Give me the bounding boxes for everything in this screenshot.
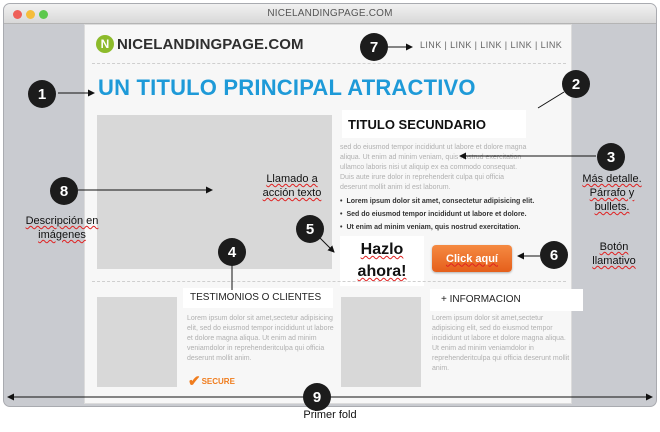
annotation-badge-9: 9 bbox=[303, 383, 331, 411]
checkmark-icon: ✔ bbox=[188, 373, 201, 390]
logo-icon: N bbox=[96, 35, 114, 53]
annotation-badge-7: 7 bbox=[360, 33, 388, 61]
testimonials-title: TESTIMONIOS O CLIENTES bbox=[190, 292, 322, 303]
secondary-title: TITULO SECUNDARIO bbox=[348, 117, 486, 132]
annotation-boton: Botón llamativo bbox=[592, 241, 636, 267]
window-title: NICELANDINGPAGE.COM bbox=[267, 8, 393, 19]
annotation-badge-4: 4 bbox=[218, 238, 246, 266]
annotation-badge-6: 6 bbox=[540, 241, 568, 269]
bullet-item: • Sed do eiusmod tempor incididunt ut labore et dolore. bbox=[340, 208, 572, 221]
annotation-badge-1: 1 bbox=[28, 80, 56, 108]
testimonial-image-placeholder bbox=[97, 297, 177, 387]
browser-titlebar bbox=[4, 4, 656, 24]
secure-badge bbox=[188, 372, 235, 390]
annotation-badge-8: 8 bbox=[50, 177, 78, 205]
bullet-item: • Lorem ipsum dolor sit amet, consectetur adipisicing elit. bbox=[340, 195, 572, 208]
annotation-primer-fold: Primer fold bbox=[303, 409, 357, 421]
nav-links[interactable]: LINK | LINK | LINK | LINK | LINK bbox=[420, 40, 563, 50]
more-info-title: + INFORMACION bbox=[441, 294, 521, 305]
feature-bullets bbox=[340, 195, 572, 234]
site-logo[interactable] bbox=[96, 35, 304, 53]
annotation-descripcion: Descripción en imágenes bbox=[25, 215, 99, 241]
annotation-llamado: Llamado a acción texto bbox=[262, 173, 322, 199]
testimonials-text: Lorem ipsum dolor sit amet,sectetur adipisicing elit, sed do eiusmod tempor incididunt ut labore et dolore magna aliqua. Ut enim ad minim veniamdolor in reprehenderitculpa qui officia deserunt mollit anim. bbox=[187, 315, 334, 362]
header-divider bbox=[92, 63, 566, 64]
cta-button[interactable] bbox=[432, 245, 512, 272]
annotation-badge-2: 2 bbox=[562, 70, 590, 98]
secure-label: SECURE bbox=[201, 376, 235, 386]
cta-button-label: Click aquí bbox=[446, 252, 498, 265]
info-image-placeholder bbox=[341, 297, 421, 387]
annotation-mas-detalle: Más detalle. Párrafo y bullets. bbox=[582, 173, 642, 213]
logo-text: NICELANDINGPAGE.COM bbox=[117, 35, 304, 53]
more-info-text: Lorem ipsum dolor sit amet,sectetur adipisicing elit, sed do eiusmod tempor incididunt ut labore et dolore magna aliqua. Ut enim ad minim veniamdolor in reprehenderitculpa qui officia deserunt mollit anim. bbox=[432, 315, 570, 372]
hero-title: UN TITULO PRINCIPAL ATRACTIVO bbox=[98, 75, 476, 100]
annotation-badge-5: 5 bbox=[296, 215, 324, 243]
annotation-badge-3: 3 bbox=[597, 143, 625, 171]
secondary-paragraph: sed do eiusmod tempor incididunt ut labore et dolore magna aliqua. Ut enim ad minim veniam, quis nostrud exercitation ullamco laboris nisi ut aliquip ex ea commodo consequat. Duis aute irure dolor in reprehenderit culpa qui officia deserunt mollit anim id est laborum. bbox=[340, 144, 527, 191]
bullet-item: • Ut enim ad minim veniam, quis nostrud exercitation. bbox=[340, 221, 572, 234]
cta-text: Hazlo ahora! bbox=[357, 241, 407, 280]
section-divider bbox=[92, 281, 566, 282]
